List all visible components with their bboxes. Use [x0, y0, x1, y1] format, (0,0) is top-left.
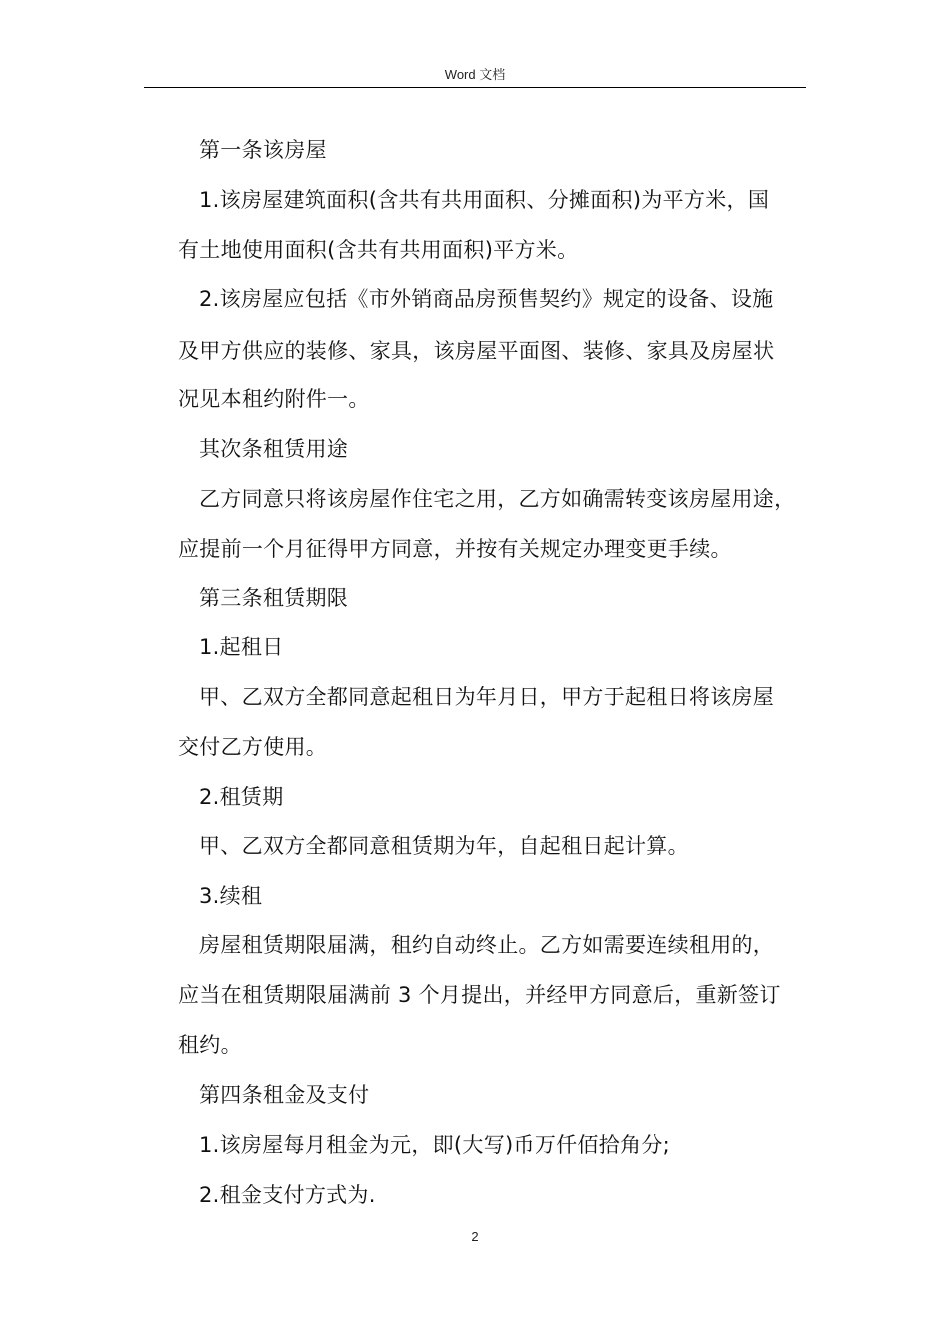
paragraph-line: 房屋租赁期限届满，租约自动终止。乙方如需要连续租用的，	[199, 933, 775, 957]
paragraph-line: 应提前一个月征得甲方同意，并按有关规定办理变更手续。	[178, 537, 732, 561]
page-number: 2	[471, 1229, 479, 1244]
paragraph-line: 甲、乙双方全都同意起租日为年月日，甲方于起租日将该房屋	[199, 685, 775, 709]
paragraph-line: 况见本租约附件一。	[178, 387, 370, 411]
page-header: Word 文档	[444, 67, 506, 82]
paragraph-line: 2.租赁期	[199, 785, 284, 809]
paragraph-line: 3.续租	[199, 884, 263, 908]
paragraph-line: 及甲方供应的装修、家具，该房屋平面图、装修、家具及房屋状	[178, 339, 775, 363]
paragraph-line: 乙方同意只将该房屋作住宅之用，乙方如确需转变该房屋用途，	[199, 487, 796, 511]
paragraph-line: 2.租金支付方式为.	[199, 1183, 376, 1207]
paragraph-line: 2.该房屋应包括《市外销商品房预售契约》规定的设备、设施	[199, 287, 774, 311]
paragraph-line: 甲、乙双方全都同意租赁期为年，自起租日起计算。	[199, 834, 689, 858]
paragraph-line: 第四条租金及支付	[199, 1083, 370, 1107]
paragraph-line: 1.起租日	[199, 635, 284, 659]
paragraph-line: 第一条该房屋	[199, 138, 327, 162]
paragraph-line: 1.该房屋建筑面积(含共有共用面积、分摊面积)为平方米，国	[199, 188, 770, 212]
paragraph-line: 1.该房屋每月租金为元，即(大写)币万仟佰拾角分;	[199, 1133, 670, 1157]
paragraph-line: 租约。	[178, 1033, 242, 1057]
paragraph-line: 其次条租赁用途	[199, 437, 349, 461]
paragraph-line: 应当在租赁期限届满前 3 个月提出，并经甲方同意后，重新签订	[178, 983, 781, 1007]
paragraph-line: 交付乙方使用。	[178, 735, 328, 759]
paragraph-line: 有土地使用面积(含共有共用面积)平方米。	[178, 238, 579, 262]
paragraph-line: 第三条租赁期限	[199, 586, 349, 610]
